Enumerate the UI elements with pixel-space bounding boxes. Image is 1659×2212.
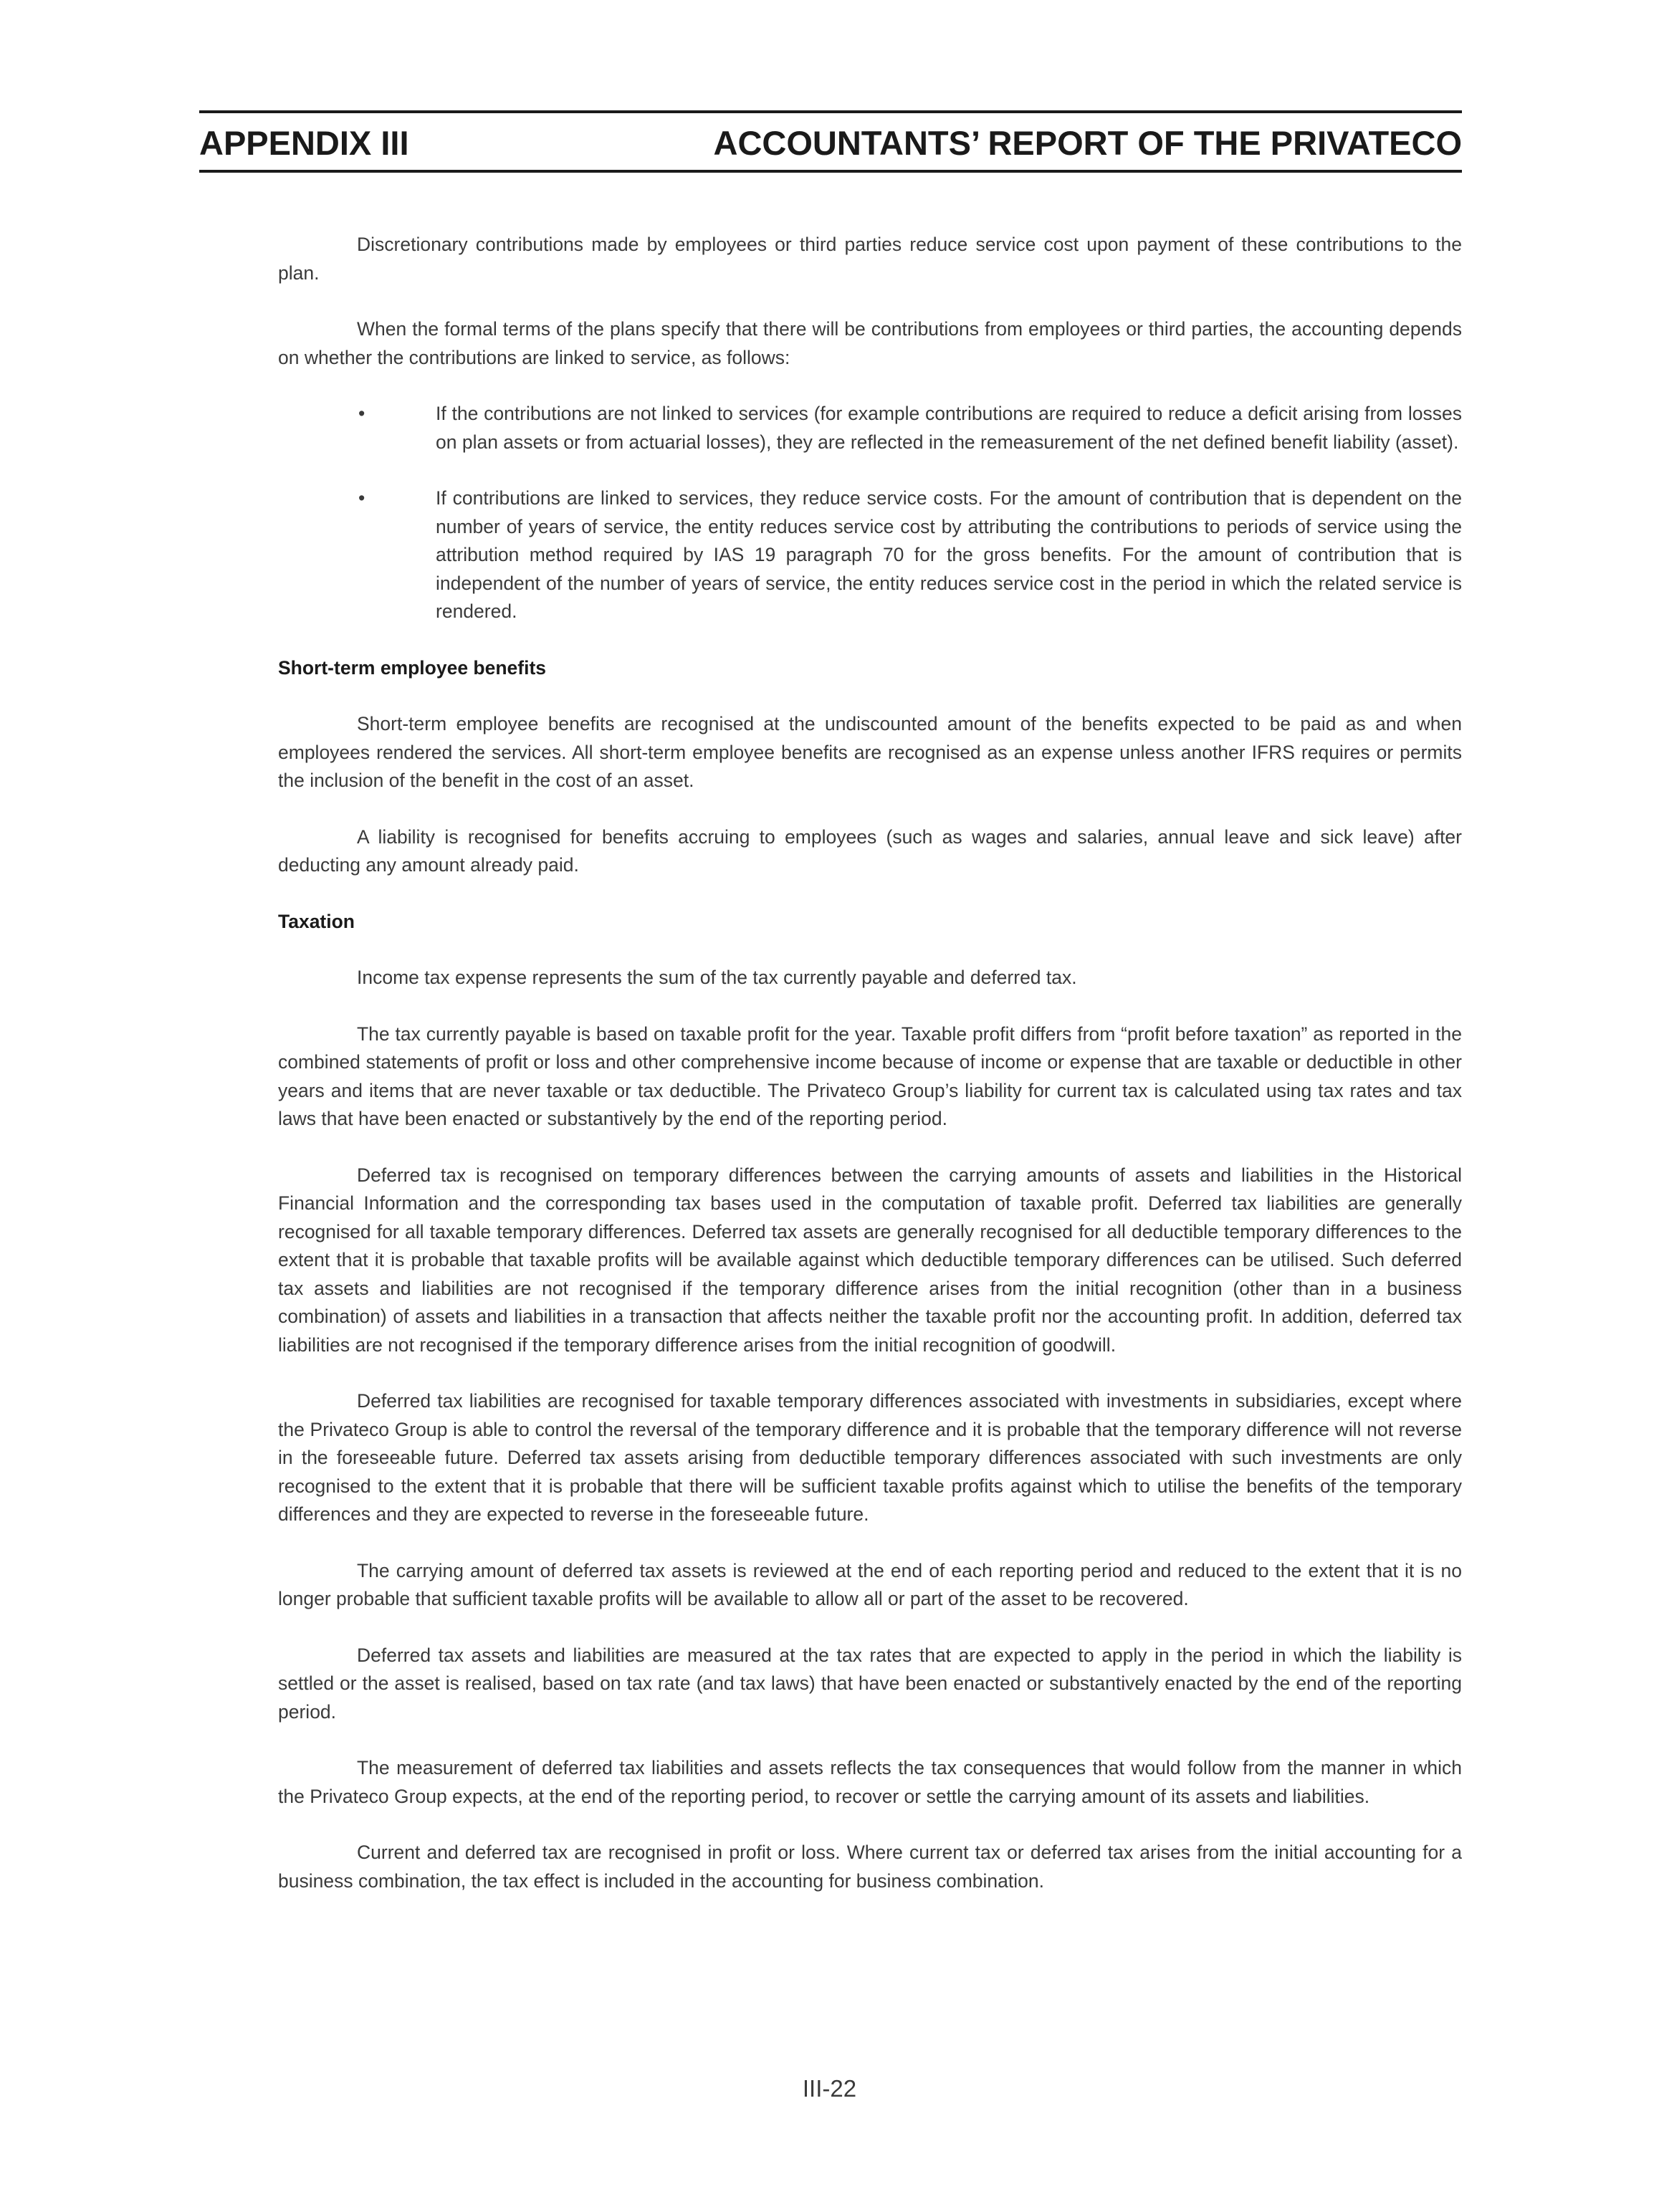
report-title: ACCOUNTANTS’ REPORT OF THE PRIVATECO [713, 124, 1462, 162]
bullet-text: If contributions are linked to services, they reduce service costs. For the amount of contribution that is dependent on the number of years of service, the entity reduces service cost by attributing the contributions to periods of service using the attribution method required by IAS 19 paragraph 70 for the gross benefits. For the amount of contribution that is independent of the number of years of service, the entity reduces service cost in the period in which the related service is rendered. [436, 487, 1462, 622]
bullet-icon: • [358, 403, 365, 424]
paragraph-liability-recognised: A liability is recognised for benefits accruing to employees (such as wages and salaries, annual leave and sick leave) after deducting any amount already paid. [278, 825, 1462, 876]
appendix-label: APPENDIX III [199, 124, 409, 162]
bullet-item [278, 484, 1462, 626]
paragraph-current-and-deferred-tax: Current and deferred tax are recognised in profit or loss. Where current tax or deferred tax arises from the initial accounting for a business combination, the tax effect is included in the accounting for business combination. [278, 1842, 1462, 1892]
page-number: III-22 [802, 2075, 857, 2102]
paragraph-current-tax: The tax currently payable is based on taxable profit for the year. Taxable profit differs from “profit before taxation” as reported in the combined statements of profit or loss and other comprehensive income because of income or expense that are taxable or deductible in other years and items that are never taxable or tax deductible. The Privateco Group’s liability for current tax is calculated using tax rates and tax laws that have been enacted or substantively by the end of the reporting period. [278, 1023, 1462, 1129]
document-body [278, 231, 1462, 1923]
paragraph-tax-consequences: The measurement of deferred tax liabilities and assets reflects the tax consequences that would follow from the manner in which the Privateco Group expects, at the end of the reporting period, to recover or settle the carrying amount of its assets and liabilities. [278, 1757, 1462, 1807]
heading-taxation: Taxation [278, 910, 355, 932]
paragraph-measurement-rates: Deferred tax assets and liabilities are measured at the tax rates that are expected to apply in the period in which the liability is settled or the asset is realised, based on tax rate (and tax laws) that have been enacted or substantively enacted by the end of the reporting period. [278, 1644, 1462, 1723]
paragraph-discretionary-contributions: Discretionary contributions made by employees or third parties reduce service cost upon payment of these contributions to the plan. [278, 234, 1462, 284]
heading-short-term-employee-benefits: Short-term employee benefits [278, 656, 547, 679]
bullet-icon: • [358, 487, 365, 509]
paragraph-income-tax-expense: Income tax expense represents the sum of the tax currently payable and deferred tax. [357, 967, 1077, 988]
paragraph-deferred-tax: Deferred tax is recognised on temporary differences between the carrying amounts of assets and liabilities in the Historical Financial Information and the corresponding tax bases used in the computation of taxable profit. Deferred tax liabilities are generally recognised for all taxable temporary differences. Deferred tax assets are generally recognised for all deductible temporary differences to the extent that it is probable that taxable profits will be available against which deductible temporary differences can be utilised. Such deferred tax assets and liabilities are not recognised if the temporary difference arises from the initial recognition (other than in a business combination) of assets and liabilities in a transaction that affects neither the taxable profit nor the accounting profit. In addition, deferred tax liabilities are not recognised if the temporary difference arises from the initial recognition of goodwill. [278, 1164, 1462, 1356]
paragraph-carrying-amount: The carrying amount of deferred tax assets is reviewed at the end of each reporting period and reduced to the extent that it is no longer probable that sufficient taxable profits will be available to allow all or part of the asset to be recovered. [278, 1559, 1462, 1609]
paragraph-formal-terms: When the formal terms of the plans specify that there will be contributions from employees or third parties, the accounting depends on whether the contributions are linked to service, as follows: [278, 318, 1462, 368]
bullet-text: If the contributions are not linked to services (for example contributions are required to reduce a deficit arising from losses on plan assets or from actuarial losses), they are reflected in the remeasurement of the net defined benefit liability (asset). [436, 403, 1462, 453]
bullet-item [278, 400, 1462, 456]
paragraph-short-term-benefits: Short-term employee benefits are recognised at the undiscounted amount of the benefits expected to be paid as and when employees rendered the services. All short-term employee benefits are recognised as an expense unless another IFRS requires or permits the inclusion of the benefit in the cost of an asset. [278, 713, 1462, 791]
paragraph-deferred-tax-liabilities: Deferred tax liabilities are recognised for taxable temporary differences associated with investments in subsidiaries, except where the Privateco Group is able to control the reversal of the temporary difference and it is probable that the temporary difference will not reverse in the foreseeable future. Deferred tax assets arising from deductible temporary differences associated with such investments are only recognised to the extent that it is probable that there will be sufficient taxable profits against which to utilise the benefits of the temporary differences and they are expected to reverse in the foreseeable future. [278, 1390, 1462, 1525]
page-header [199, 110, 1462, 173]
